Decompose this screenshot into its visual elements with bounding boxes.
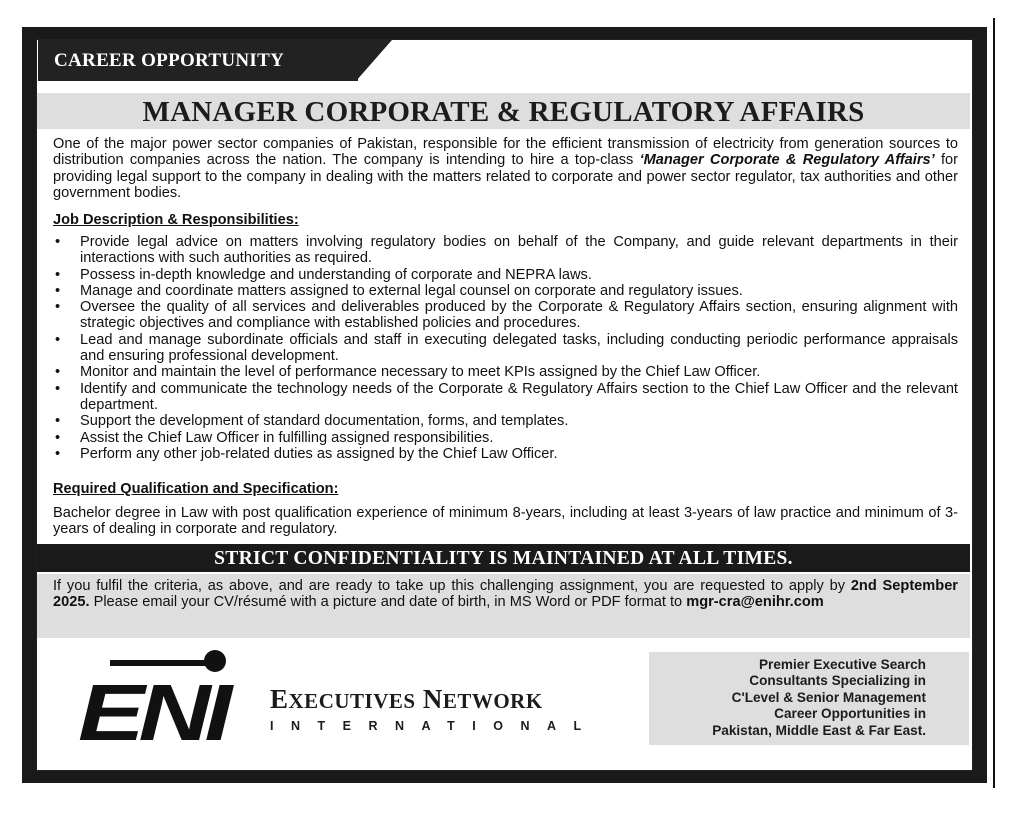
qualification-heading: Required Qualification and Specification: (53, 481, 339, 497)
list-item-text: Provide legal advice on matters involving regulatory bodies on behalf of the Company, and guide relevant departments in their interactions with such authorities as required. (80, 234, 958, 267)
bullet-icon: • (55, 266, 61, 283)
tagline-line: Career Opportunities in (774, 706, 926, 722)
bullet-icon: • (55, 234, 61, 250)
list-item-text: Perform any other job-related duties as assigned by the Chief Law Officer. (80, 445, 558, 462)
list-item-text: Lead and manage subordinate officials and staff in executing delegated tasks, including conducting periodic performance appraisals and ensuring professional development. (80, 331, 958, 365)
bullet-icon: • (55, 282, 61, 299)
intro-text-end: for providing legal support to the company in dealing with the matters related to corporate and power sector regulator, tax authorities and other government bodies. (53, 152, 958, 201)
eni-logo-mark (78, 648, 238, 748)
company-name-block (270, 684, 600, 733)
eni-logo-text: ENI (78, 668, 235, 748)
tagline-line: Premier Executive Search (758, 657, 926, 672)
list-item-text: Oversee the quality of all services and deliverables produced by the Corporate & Regulatory Affairs section, ensuring alignment with strategic objectives and compliance with established policies and procedures. (80, 299, 958, 332)
list-item (53, 283, 958, 299)
apply-deadline: 2nd September 2025. (53, 578, 958, 611)
bullet-icon: • (55, 331, 61, 348)
list-item-text: Identify and communicate the technology needs of the Corporate & Regulatory Affairs section to the Chief Law Officer and the relevant department. (80, 380, 958, 413)
list-item-text: Manage and coordinate matters assigned to external legal counsel on corporate and regulatory issues. (80, 282, 743, 299)
qualification-text: Bachelor degree in Law with post qualification experience of minimum 8-years, including at least 3-years of law practice and minimum of 3-years of dealing in corporate and regulatory. (53, 505, 958, 538)
list-item (53, 299, 958, 332)
bullet-icon: • (55, 364, 61, 381)
tagline-line: C'Level & Senior Management (731, 689, 926, 705)
list-item-text: Possess in-depth knowledge and understanding of corporate and NEPRA laws. (80, 266, 592, 283)
list-item (53, 381, 958, 414)
email-link[interactable]: mgr-cra@enihr.com (686, 594, 824, 611)
list-item-text: Assist the Chief Law Officer in fulfilling assigned responsibilities. (80, 429, 494, 446)
bullet-icon: • (55, 413, 61, 430)
list-item-text: Support the development of standard documentation, forms, and templates. (80, 413, 569, 430)
list-item (53, 364, 958, 380)
bullet-icon: • (55, 299, 61, 316)
apply-text-start: If you fulfil the criteria, as above, and are ready to take up this challenging assignment, you are requested to apply by (53, 578, 851, 594)
intro-position-name: ‘Manager Corporate & Regulatory Affairs’ (639, 152, 935, 169)
bullet-icon: • (55, 380, 61, 397)
responsibilities-list (53, 234, 958, 462)
tagline-line: Consultants Specializing in (749, 673, 926, 689)
list-item (53, 234, 958, 267)
company-name-word-2: ETWORK (442, 689, 543, 713)
company-subtitle: INTERNATIONAL (270, 719, 599, 733)
eni-logo (78, 648, 238, 748)
company-name-initial-1: E (270, 684, 289, 714)
bullet-icon: • (55, 429, 61, 446)
apply-instructions (53, 578, 958, 611)
list-item (53, 267, 958, 283)
tagline (649, 657, 926, 739)
tagline-line: Pakistan, Middle East & Far East. (712, 722, 926, 738)
career-opportunity-ribbon: CAREER OPPORTUNITY (38, 40, 358, 81)
intro-text-start: One of the major power sector companies of Pakistan, responsible for the efficient transmission of electricity from generation sources to distribution companies across the nation. The company is intending to hire a top-class (53, 136, 958, 169)
list-item-text: Monitor and maintain the level of performance necessary to meet KPIs assigned by the Chief Law Officer. (80, 364, 761, 381)
company-name-initial-2: N (422, 684, 443, 714)
list-item (53, 332, 958, 365)
company-name (270, 684, 600, 715)
confidentiality-banner: STRICT CONFIDENTIALITY IS MAINTAINED AT ALL TIMES. (37, 544, 970, 572)
bullet-icon: • (55, 445, 61, 462)
ribbon-tail-shape (356, 40, 392, 81)
intro-paragraph (53, 136, 958, 201)
responsibilities-heading: Job Description & Responsibilities: (53, 212, 299, 228)
apply-text-middle: Please email your CV/résumé with a picture and date of birth, in MS Word or PDF format to (89, 594, 687, 611)
right-border-rule (993, 18, 995, 788)
list-item (53, 446, 958, 462)
list-item (53, 413, 958, 429)
company-name-word-1: XECUTIVES (288, 689, 416, 713)
job-title: MANAGER CORPORATE & REGULATORY AFFAIRS (142, 96, 865, 128)
list-item (53, 430, 958, 446)
